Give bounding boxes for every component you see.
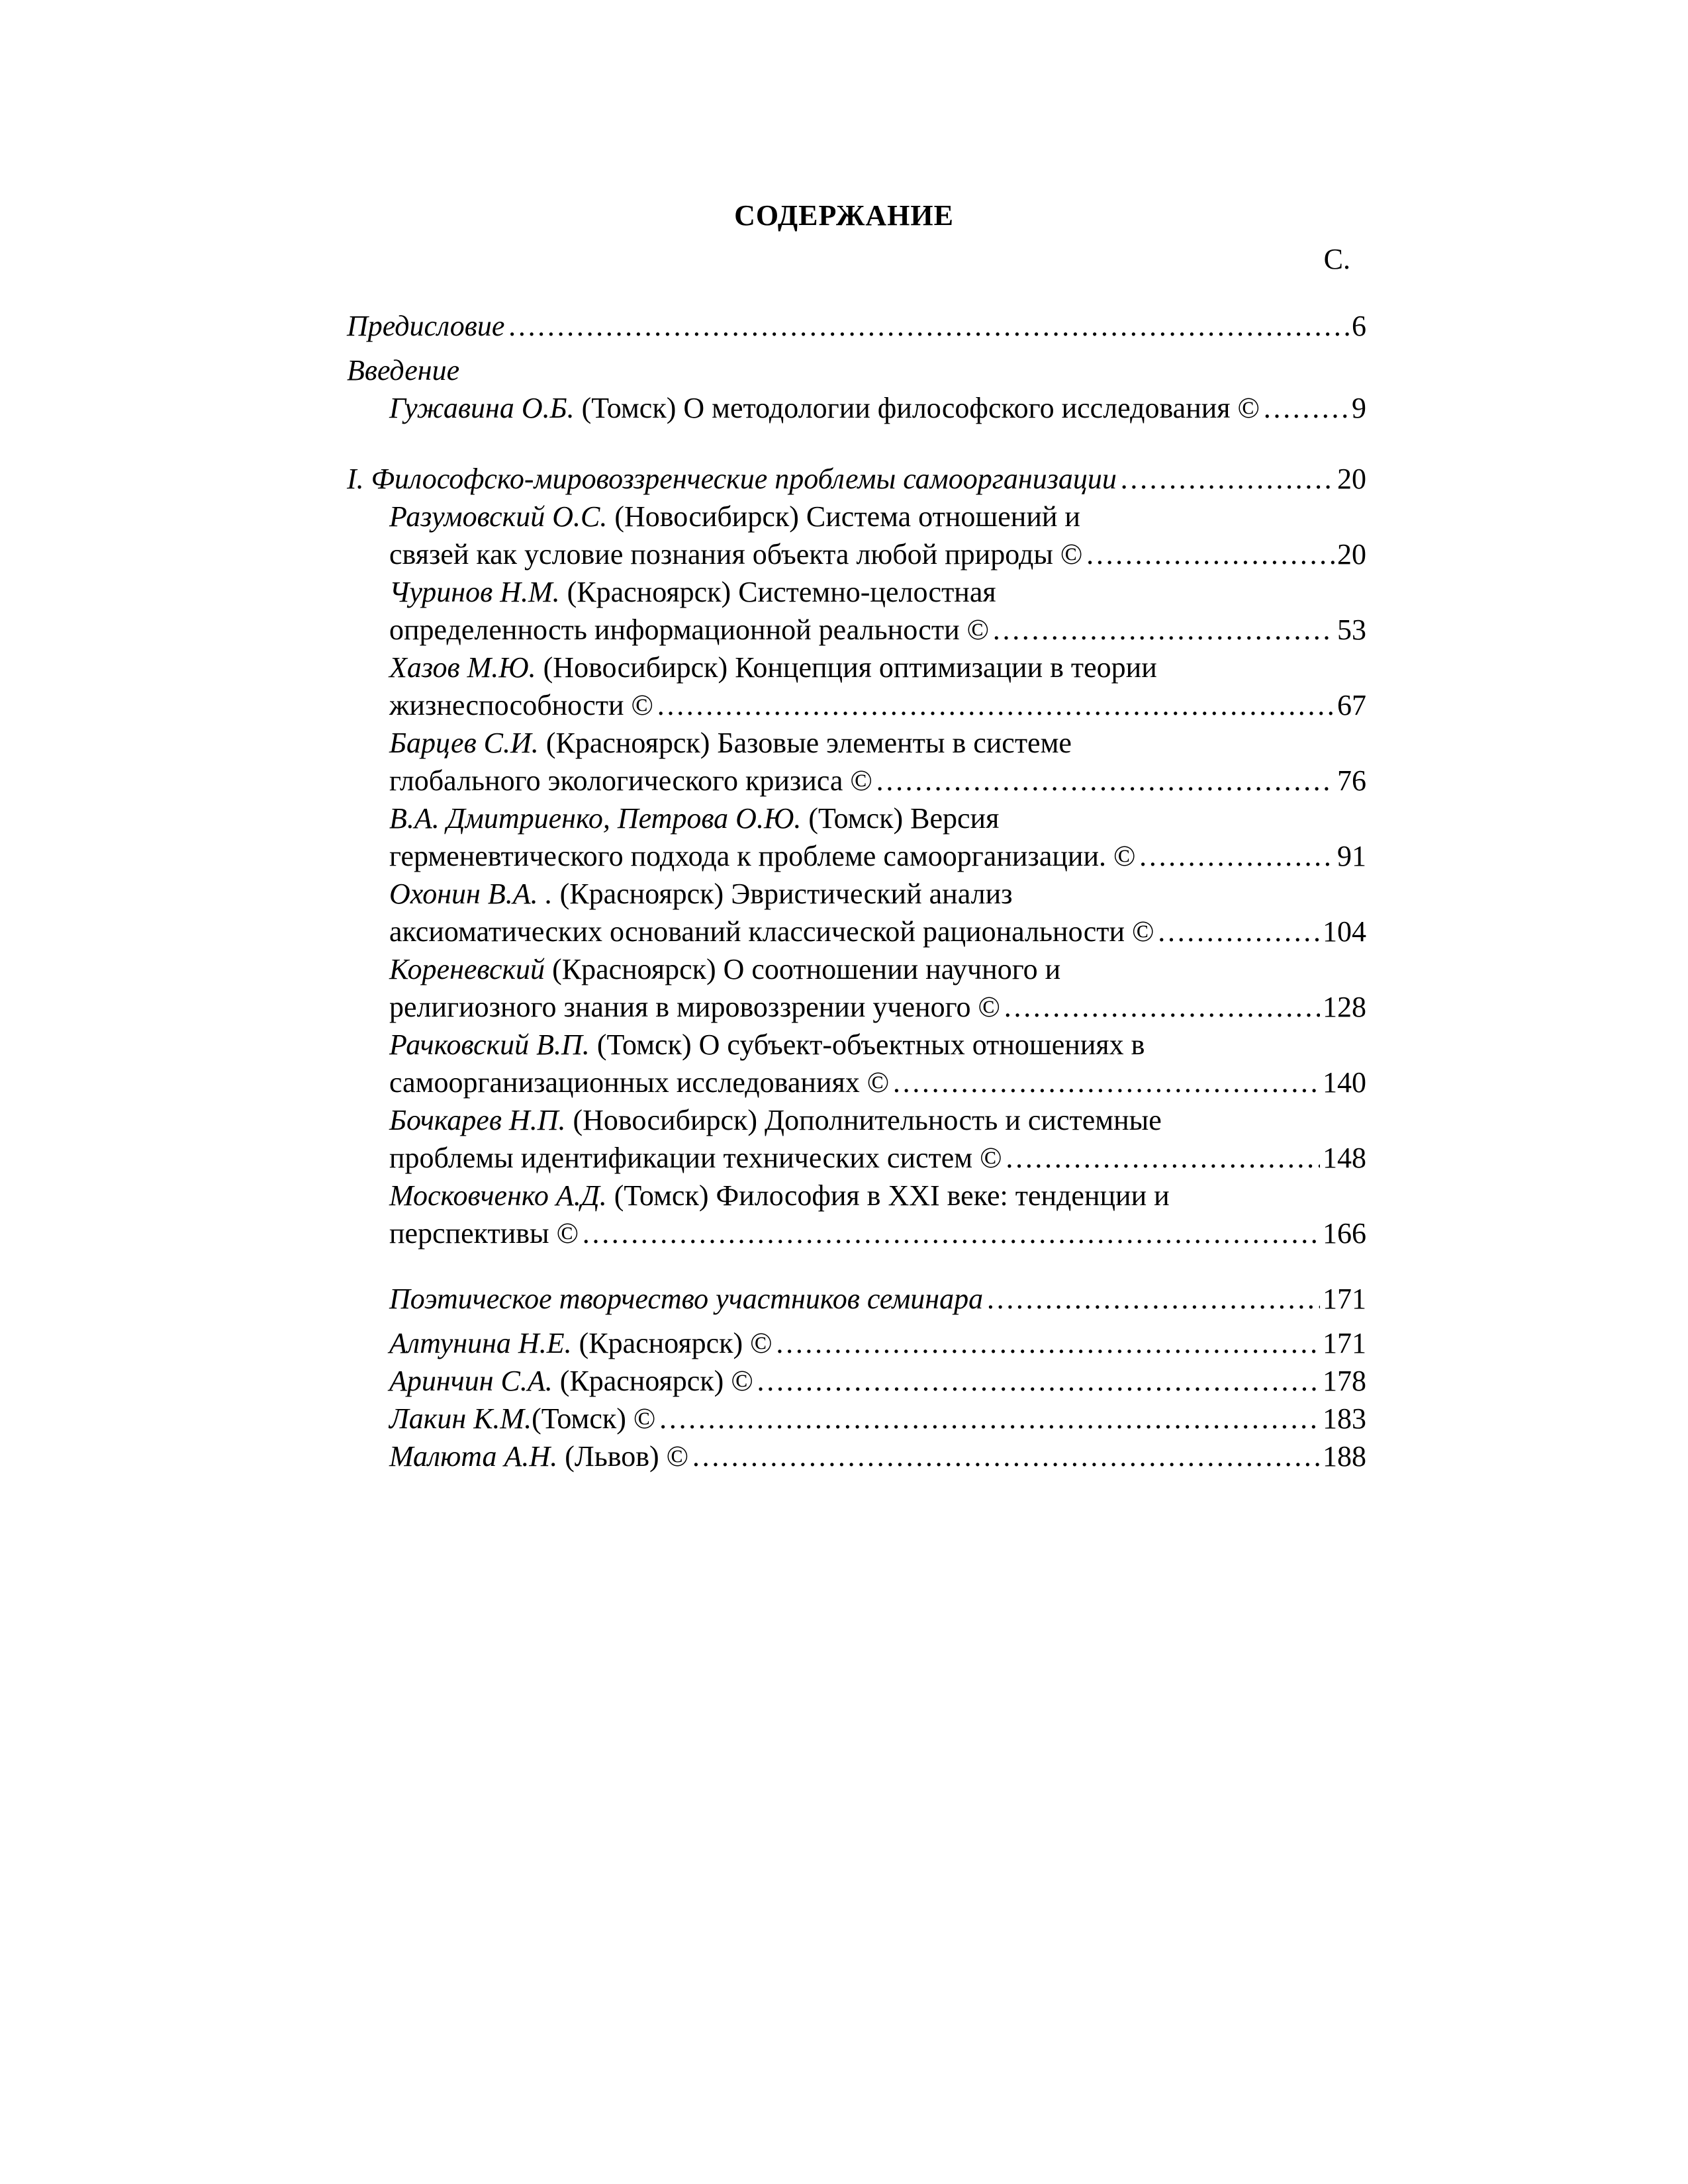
toc-entry-author: Рачковский В.П. [389, 1028, 590, 1061]
toc-entry-text: (Новосибирск) Дополнительность и системные [573, 1104, 1162, 1136]
dot-leader [581, 1214, 1320, 1252]
dot-leader [775, 1324, 1320, 1362]
dot-leader [507, 307, 1349, 345]
toc-entry-author: Чуринов Н.М. [389, 576, 560, 608]
toc-entry-text: (Красноярск) Эвристический анализ [559, 878, 1013, 910]
dot-leader [992, 611, 1335, 649]
toc-entry-author: Кореневский [389, 953, 545, 985]
toc-entry-text: (Красноярск) Базовые элементы в системе [545, 727, 1072, 759]
toc-section-intro [347, 351, 1366, 389]
dot-leader [756, 1362, 1320, 1400]
dot-leader [892, 1064, 1320, 1101]
toc-page-number: 53 [1337, 614, 1366, 646]
toc-entry-author: Барцев С.И. [389, 727, 539, 759]
toc-entry-text: (Красноярск) Системно-целостная [567, 576, 996, 608]
page-column-label: С. [1323, 243, 1350, 275]
toc-entry-text: связей как условие познания объекта любой природы © [389, 538, 1083, 570]
toc-entry-line [347, 950, 1366, 988]
toc-entry-author: Московченко А.Д. [389, 1179, 607, 1212]
toc-entry-text: проблемы идентификации технических систем © [389, 1142, 1002, 1174]
toc-entry-text: религиозного знания в мировоззрении ученого © [389, 991, 1000, 1023]
toc-section-title: Поэтическое творчество участников семинара [389, 1283, 984, 1315]
toc-page-number: 104 [1323, 915, 1366, 948]
toc-entry-text: (Красноярск) © [559, 1365, 753, 1397]
table-of-contents [347, 307, 1366, 1475]
toc-entry-author: Гужавина О.Б. [389, 392, 575, 424]
toc-entry-text: аксиоматических оснований классической рациональности © [389, 915, 1154, 948]
toc-entry-text: (Томск) © [532, 1402, 656, 1435]
toc-entry-line [347, 762, 1366, 799]
toc-page-number: 91 [1337, 840, 1366, 872]
toc-page-number: 178 [1323, 1365, 1366, 1397]
toc-entry-line [347, 799, 1366, 837]
toc-entry-line [347, 611, 1366, 649]
dot-leader [691, 1437, 1320, 1475]
toc-entry-line [347, 837, 1366, 875]
toc-entry-line [347, 535, 1366, 573]
dot-leader [1262, 389, 1349, 427]
toc-page-number: 171 [1323, 1327, 1366, 1359]
dot-leader [658, 1400, 1320, 1437]
toc-entry [347, 1324, 1366, 1362]
toc-entry-text: жизнеспособности © [389, 689, 653, 721]
toc-entry-preface [347, 307, 1366, 345]
toc-section-poetry [347, 1280, 1366, 1318]
toc-entry [347, 1362, 1366, 1400]
toc-page-number: 183 [1323, 1402, 1366, 1435]
toc-page-number: 171 [1323, 1283, 1366, 1315]
toc-entry-line [347, 1026, 1366, 1064]
dot-leader [1119, 460, 1335, 498]
toc-entry-line [347, 1177, 1366, 1214]
toc-entry-text: (Красноярск) © [579, 1327, 773, 1359]
dot-leader [875, 762, 1335, 799]
toc-page-number: 9 [1352, 392, 1366, 424]
dot-leader [986, 1280, 1320, 1318]
toc-entry-line [347, 498, 1366, 535]
toc-section-title: I. Философско-мировоззренческие проблемы самоорганизации [347, 463, 1117, 495]
toc-entry-text: (Новосибирск) Система отношений и [614, 500, 1080, 533]
dot-leader [1003, 988, 1320, 1026]
toc-page-number: 20 [1337, 463, 1366, 495]
toc-entry-author: Малюта А.Н. [389, 1440, 558, 1473]
toc-entry-text: (Томск) О субъект-объектных отношениях в [596, 1028, 1145, 1061]
toc-entry-author: Разумовский О.С. [389, 500, 608, 533]
toc-entry-author: Бочкарев Н.П. [389, 1104, 566, 1136]
dot-leader [1005, 1139, 1320, 1177]
dot-leader [1085, 535, 1335, 573]
toc-entry-line [347, 649, 1366, 686]
toc-entry-author: Хазов М.Ю. [389, 651, 536, 684]
toc-entry-line [347, 913, 1366, 950]
toc-entry-line [347, 1139, 1366, 1177]
toc-page-number: 188 [1323, 1440, 1366, 1473]
toc-page-number: 20 [1337, 538, 1366, 570]
toc-entry-title: Предисловие [347, 310, 505, 342]
toc-entry-text: перспективы © [389, 1217, 579, 1250]
toc-entry-author: Охонин В.А. . [389, 878, 553, 910]
toc-entry [347, 1437, 1366, 1475]
toc-entry-line [347, 573, 1366, 611]
toc-entry-line [347, 686, 1366, 724]
dot-leader [1156, 913, 1320, 950]
toc-entry-text: (Томск) Философия в XXI веке: тенденции и [614, 1179, 1170, 1212]
toc-entry-text: (Томск) Версия [808, 802, 1000, 835]
toc-entry-text: (Томск) О методологии философского исследования © [581, 392, 1260, 424]
toc-entry-text: самоорганизационных исследованиях © [389, 1066, 890, 1099]
toc-entry-line [347, 1101, 1366, 1139]
toc-entry-text: (Новосибирск) Концепция оптимизации в теории [543, 651, 1157, 684]
toc-entry-line [347, 724, 1366, 762]
toc-page-number: 140 [1323, 1066, 1366, 1099]
page-title: СОДЕРЖАНИЕ [734, 199, 954, 232]
toc-entry-line [347, 1064, 1366, 1101]
toc-entry-author: Алтунина Н.Е. [389, 1327, 572, 1359]
toc-entry-text: герменевтического подхода к проблеме самоорганизации. © [389, 840, 1136, 872]
toc-page-number: 6 [1352, 310, 1366, 342]
toc-page-number: 128 [1323, 991, 1366, 1023]
toc-entry-line [347, 875, 1366, 913]
toc-entry [347, 389, 1366, 427]
toc-entry-author: В.А. Дмитриенко, Петрова О.Ю. [389, 802, 802, 835]
dot-leader [656, 686, 1335, 724]
toc-section-title: Введение [347, 354, 460, 387]
toc-section-1 [347, 460, 1366, 498]
toc-page-number: 67 [1337, 689, 1366, 721]
toc-page-number: 148 [1323, 1142, 1366, 1174]
toc-entry-text: (Красноярск) О соотношении научного и [552, 953, 1061, 985]
toc-entry-author: Аринчин С.А. [389, 1365, 553, 1397]
toc-entry-text: глобального экологического кризиса © [389, 764, 872, 797]
toc-entry [347, 1400, 1366, 1437]
dot-leader [1138, 837, 1335, 875]
toc-entry-text: (Львов) © [565, 1440, 689, 1473]
toc-entry-author: Лакин К.М. [389, 1402, 532, 1435]
toc-entry-line [347, 988, 1366, 1026]
toc-page-number: 166 [1323, 1217, 1366, 1250]
toc-entry-text: определенность информационной реальности © [389, 614, 990, 646]
toc-page-number: 76 [1337, 764, 1366, 797]
toc-entry-line [347, 1214, 1366, 1252]
